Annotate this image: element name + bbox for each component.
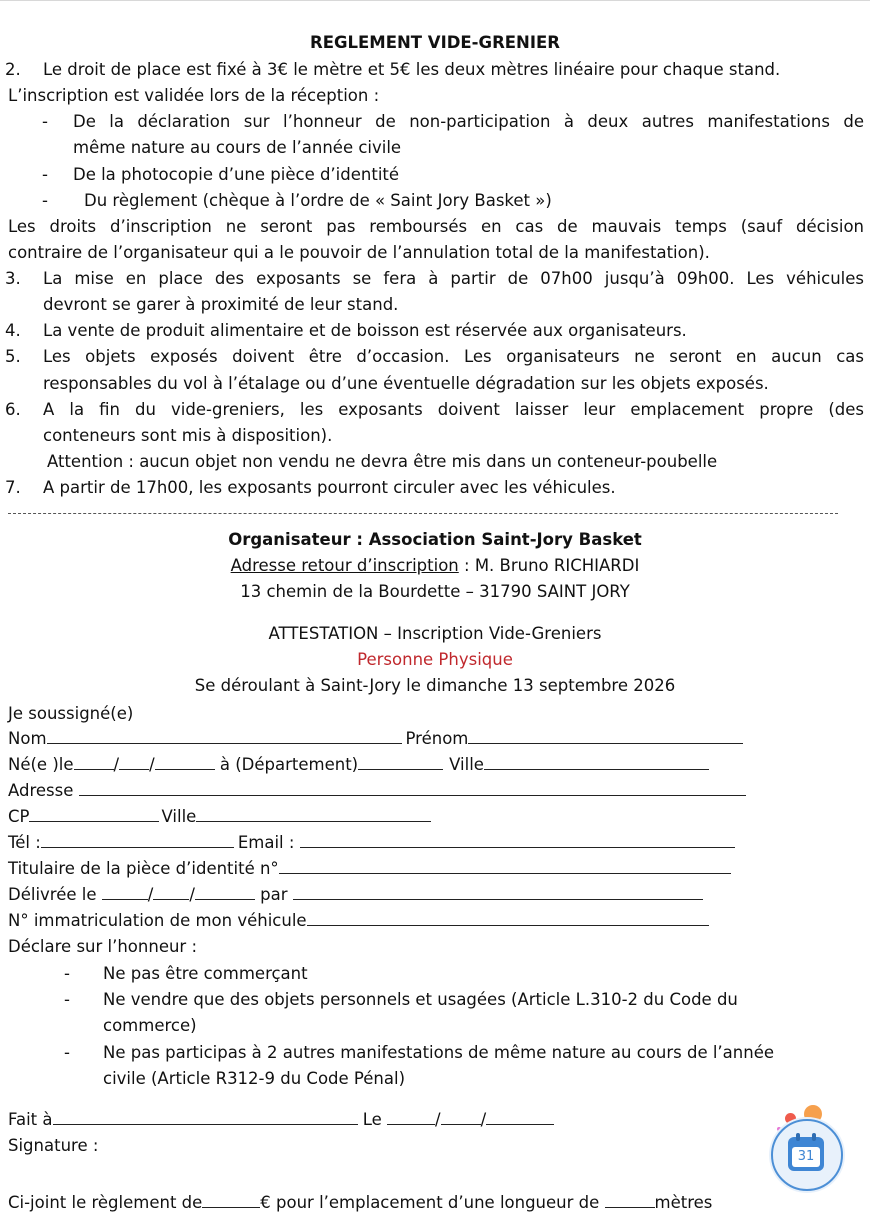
department-field[interactable] [358,755,443,770]
prenom-label: Prénom [405,729,469,748]
rule-3-line-2: devront se garer à proximité de leur stand. [43,295,399,314]
birth-row [8,754,709,776]
payment-row [8,1192,712,1214]
rule-7-number: 7. [5,478,21,497]
calendar-icon-ring-tab [812,1133,816,1141]
fait-a-label: Fait à [8,1110,53,1129]
cp-field[interactable] [29,807,159,822]
vehicle-row [8,910,709,932]
address-row [8,780,746,802]
bullet-dash: - [64,990,70,1009]
rule-4-number: 4. [5,321,21,340]
rule-6-line-2: conteneurs sont mis à disposition). [43,426,333,445]
payment-unit-label: mètres [654,1193,713,1212]
payment-length-label: € pour l’emplacement d’une longueur de [260,1193,605,1212]
sign-month-field[interactable] [441,1110,481,1125]
address-value: : M. Bruno RICHIARDI [458,556,640,575]
issued-label: Délivrée le [8,885,102,904]
payment-amount-field[interactable] [202,1193,260,1208]
issued-row [8,884,703,906]
id-row [8,858,731,880]
attestation-type: Personne Physique [357,650,513,669]
attestation-date: Se déroulant à Saint-Jory le dimanche 13 septembre 2026 [194,676,676,695]
date-separator: / [147,885,154,904]
birth-city-field[interactable] [484,755,709,770]
nom-field[interactable] [47,729,402,744]
tel-label: Tél : [8,833,41,852]
payment-length-field[interactable] [605,1193,655,1208]
declaration-3-line-1: Ne pas participas à 2 autres manifestations de même nature au cours de l’année [103,1043,774,1062]
rule-5-number: 5. [5,347,21,366]
birth-year-field[interactable] [155,755,215,770]
soussigne-label: Je soussigné(e) [8,704,134,723]
organizer-address-line [0,555,870,577]
vehicle-field[interactable] [307,911,709,926]
rule-3-number: 3. [5,269,21,288]
date-separator: / [435,1110,441,1129]
declaration-3-line-2: civile (Article R312-9 du Code Pénal) [103,1069,406,1088]
bullet-dash: - [42,191,48,210]
name-row [8,728,743,750]
bullet-dash: - [42,165,48,184]
rule-6-number: 6. [5,400,21,419]
adresse-label: Adresse [8,781,79,800]
birth-city-label: Ville [449,755,484,774]
date-separator: / [113,755,120,774]
rule-4-text: La vente de produit alimentaire et de boisson est réservée aux organisateurs. [43,321,687,340]
attention-note: Attention : aucun objet non vendu ne devra être mis dans un conteneur-poubelle [47,452,718,471]
id-number-label: Titulaire de la pièce d’identité n° [8,859,279,878]
le-label: Le [357,1110,388,1129]
department-label: à (Département) [214,755,359,774]
declare-label: Déclare sur l’honneur : [8,937,198,956]
rule-2-number: 2. [5,60,21,79]
birth-month-field[interactable] [119,755,149,770]
city-field[interactable] [196,807,431,822]
bullet-dash: - [42,112,48,131]
organizer-street: 13 chemin de la Bourdette – 31790 SAINT JORY [240,582,630,601]
rule-3-line-1: La mise en place des exposants se fera à partir de 07h00 jusqu’à 09h00. Les véhicules [43,269,864,288]
refund-line-1: Les droits d’inscription ne seront pas remboursés en cas de mauvais temps (sauf décision [8,217,864,236]
signature-label: Signature : [8,1136,99,1155]
cp-row [8,806,431,828]
bullet-3: Du règlement (chèque à l’ordre de « Saint Jory Basket ») [84,191,552,210]
email-field[interactable] [300,833,735,848]
calendar-icon-body [788,1137,824,1171]
contact-row [8,832,735,854]
prenom-field[interactable] [468,729,743,744]
tel-field[interactable] [41,833,234,848]
place-date-row [8,1109,554,1131]
document-title: REGLEMENT VIDE-GRENIER [310,33,560,52]
rule-7-text: A partir de 17h00, les exposants pourront circuler avec les véhicules. [43,478,616,497]
inscription-intro: L’inscription est validée lors de la réception : [8,86,380,105]
bullet-2: De la photocopie d’une pièce d’identité [73,165,400,184]
nom-label: Nom [8,729,47,748]
calendar-icon-ring-tab [796,1133,800,1141]
email-label: Email : [237,833,300,852]
city-label: Ville [161,807,197,826]
issued-day-field[interactable] [102,885,148,900]
bullet-dash: - [64,1043,70,1062]
declaration-2-line-1: Ne vendre que des objets personnels et usagées (Article L.310-2 du Code du [103,990,738,1009]
top-divider [0,0,870,1]
attestation-title: ATTESTATION – Inscription Vide-Greniers [268,624,602,643]
issued-by-field[interactable] [293,885,703,900]
cut-line-divider [8,513,838,514]
bullet-1-line-1: De la déclaration sur l’honneur de non-participation à deux autres manifestations de [73,112,864,131]
refund-line-2: contraire de l’organisateur qui a le pouvoir de l’annulation total de la manifestation). [8,243,710,262]
calendar-icon-day: 31 [792,1147,820,1167]
sign-year-field[interactable] [486,1110,554,1125]
calendar-icon [769,1117,845,1193]
birth-day-field[interactable] [74,755,114,770]
issued-by-label: par [254,885,293,904]
birthdate-label: Né(e )le [8,755,74,774]
bullet-1-line-2: même nature au cours de l’année civile [73,138,402,157]
bullet-dash: - [64,964,70,983]
rule-2-text: Le droit de place est fixé à 3€ le mètre et 5€ les deux mètres linéaire pour chaque stand. [43,60,781,79]
date-separator: / [189,885,195,904]
declaration-1: Ne pas être commerçant [103,964,308,983]
payment-label: Ci-joint le règlement de [8,1193,203,1212]
issued-month-field[interactable] [153,885,189,900]
id-number-field[interactable] [279,859,731,874]
fait-a-field[interactable] [53,1110,358,1125]
date-separator: / [149,755,155,774]
sign-day-field[interactable] [387,1110,435,1125]
organizer-name: Organisateur : Association Saint-Jory Basket [228,530,642,549]
declaration-2-line-2: commerce) [103,1016,197,1035]
rule-5-line-1: Les objets exposés doivent être d’occasion. Les organisateurs ne seront en aucun cas [43,347,864,366]
cp-label: CP [8,807,30,826]
adresse-field[interactable] [79,781,746,796]
rule-5-line-2: responsables du vol à l’étalage ou d’une éventuelle dégradation sur les objets exposés. [43,374,769,393]
vehicle-label: N° immatriculation de mon véhicule [8,911,307,930]
date-separator: / [480,1110,487,1129]
address-label: Adresse retour d’inscription [230,556,459,575]
rule-6-line-1: A la fin du vide-greniers, les exposants doivent laisser leur emplacement propre (des [43,400,864,419]
issued-year-field[interactable] [195,885,255,900]
